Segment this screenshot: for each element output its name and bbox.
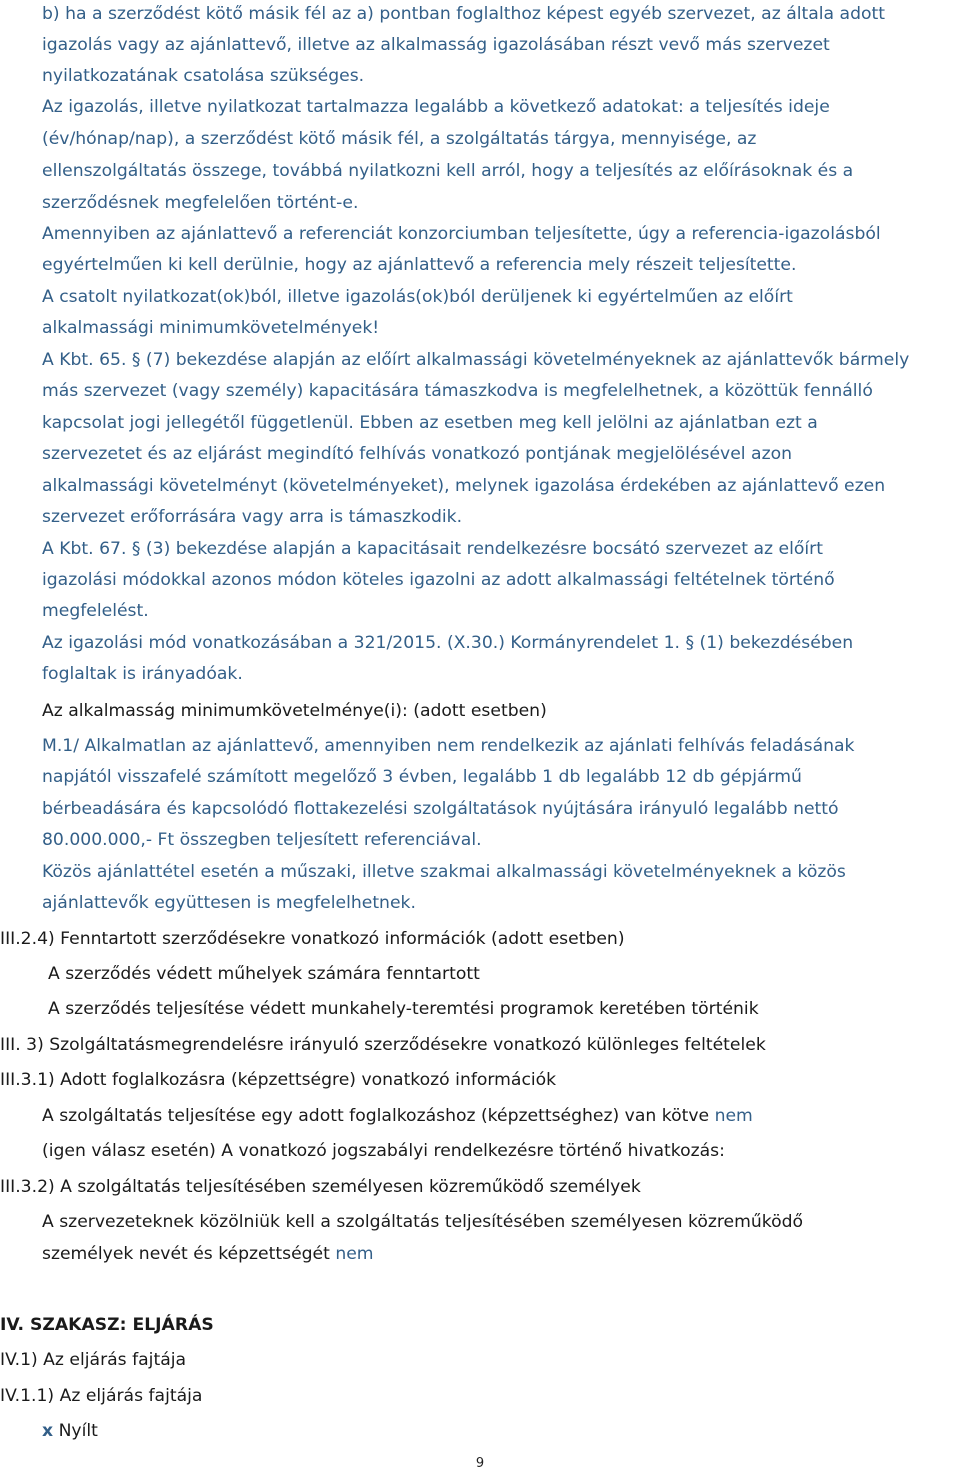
paragraph-kbt65-line-4: szervezetet és az eljárást megindító felhívás vonatkozó pontjának megjelölésével azon (42, 444, 792, 464)
paragraph-igazolas-line-4: szerződésnek megfelelően történt-e. (42, 193, 359, 213)
staff-names-obligation-line-1: A szervezeteknek közölniük kell a szolgáltatás teljesítésében személyesen közreműködő (42, 1212, 804, 1232)
profession-restriction-text: A szolgáltatás teljesítése egy adott foglalkozáshoz (képzettséghez) van kötve (42, 1106, 710, 1126)
paragraph-igazolas-line-1: Az igazolás, illetve nyilatkozat tartalmazza legalább a következő adatokat: a teljesítés ideje (42, 97, 830, 117)
paragraph-konzorcium-line-1: Amennyiben az ajánlattevő a referenciát konzorciumban teljesítette, úgy a referencia-igazolásból (42, 224, 881, 244)
section-iv-1-heading: IV.1) Az eljárás fajtája (0, 1350, 187, 1370)
section-iii-2-4-heading: III.2.4) Fenntartott szerződésekre vonatkozó információk (adott esetben) (0, 929, 625, 949)
paragraph-m1-line-4: 80.000.000,- Ft összegben teljesített referenciával. (42, 830, 482, 850)
paragraph-b-line-3: nyilatkozatának csatolása szükséges. (42, 66, 365, 86)
paragraph-konzorcium-line-2: egyértelműen ki kell derülnie, hogy az ajánlattevő a referencia mely részeit teljesítette. (42, 255, 797, 275)
reserved-sheltered-workshops-line: A szerződés védett műhelyek számára fenntartott (48, 964, 480, 984)
section-iii-3-2-heading: III.3.2) A szolgáltatás teljesítésében személyesen közreműködő személyek (0, 1177, 641, 1197)
paragraph-b-line-2: igazolás vagy az ajánlattevő, illetve az alkalmasság igazolásában részt vevő más szervezet (42, 35, 830, 55)
paragraph-igazolas-line-3: ellenszolgáltatás összege, továbbá nyilatkozni kell arról, hogy a teljesítés az előírásoknak és a (42, 161, 854, 181)
paragraph-kbt65-line-2: más szervezet (vagy személy) kapacitására támaszkodva is megfelelhetnek, a közöttük fennálló (42, 381, 873, 401)
paragraph-kbt67-line-3: megfelelést. (42, 601, 149, 621)
profession-restriction-line (42, 1104, 753, 1128)
staff-names-obligation-answer: nem (335, 1244, 374, 1264)
paragraph-m1-line-1: M.1/ Alkalmatlan az ajánlattevő, amennyiben nem rendelkezik az ajánlati felhívás feladásának (42, 736, 855, 756)
legal-reference-line: (igen válasz esetén) A vonatkozó jogszabályi rendelkezésre történő hivatkozás: (42, 1141, 725, 1161)
staff-names-obligation-line-2 (42, 1242, 374, 1266)
paragraph-m1-line-3: bérbeadására és kapcsolódó flottakezelési szolgáltatások nyújtására irányuló legalább nettó (42, 799, 839, 819)
section-iii-3-1-heading: III.3.1) Adott foglalkozásra (képzettségre) vonatkozó információk (0, 1070, 557, 1090)
minimum-requirements-heading: Az alkalmasság minimumkövetelménye(i): (adott esetben) (42, 701, 547, 721)
section-iii-3-heading: III. 3) Szolgáltatásmegrendelésre irányuló szerződésekre vonatkozó különleges feltételek (0, 1035, 766, 1055)
paragraph-kbt67-line-2: igazolási módokkal azonos módon köteles igazolni az adott alkalmassági feltételnek történő (42, 570, 835, 590)
paragraph-kbt67-line-1: A Kbt. 67. § (3) bekezdése alapján a kapacitásait rendelkezésre bocsátó szervezet az előírt (42, 539, 823, 559)
section-iv-1-1-heading: IV.1.1) Az eljárás fajtája (0, 1386, 203, 1406)
paragraph-kbt65-line-1: A Kbt. 65. § (7) bekezdése alapján az előírt alkalmassági követelményeknek az ajánlattevők bármely (42, 350, 910, 370)
paragraph-b-line-1: b) ha a szerződést kötő másik fél az a) pontban foglalthoz képest egyéb szervezet, az általa adott (42, 4, 885, 24)
paragraph-kormanyrendelet-line-2: foglaltak is irányadóak. (42, 664, 243, 684)
reserved-employment-programmes-line: A szerződés teljesítése védett munkahely-teremtési programok keretében történik (48, 999, 759, 1019)
paragraph-igazolas-line-2: (év/hónap/nap), a szerződést kötő másik fél, a szolgáltatás tárgya, mennyisége, az (42, 129, 757, 149)
paragraph-kozos-line-1: Közös ajánlattétel esetén a műszaki, illetve szakmai alkalmassági követelményeknek a közös (42, 862, 846, 882)
paragraph-kbt65-line-3: kapcsolat jogi jellegétől függetlenül. Ebben az esetben meg kell jelölni az ajánlatban ezt a (42, 413, 818, 433)
paragraph-kozos-line-2: ajánlattevők együttesen is megfelelhetnek. (42, 893, 416, 913)
section-iv-heading: IV. SZAKASZ: ELJÁRÁS (0, 1315, 214, 1335)
paragraph-m1-line-2: napjától visszafelé számított megelőző 3 évben, legalább 1 db legalább 12 db gépjármű (42, 767, 802, 787)
page-number: 9 (475, 1456, 485, 1471)
staff-names-obligation-text: személyek nevét és képzettségét (42, 1244, 330, 1264)
procedure-type-checkmark: x (42, 1421, 54, 1441)
paragraph-kbt65-line-6: szervezet erőforrására vagy arra is támaszkodik. (42, 507, 463, 527)
procedure-type-line (42, 1419, 98, 1443)
procedure-type-value: Nyílt (58, 1421, 98, 1441)
paragraph-csatolt-line-2: alkalmassági minimumkövetelmények! (42, 318, 380, 338)
paragraph-kbt65-line-5: alkalmassági követelményt (követelményeket), melynek igazolása érdekében az ajánlattevő ezen (42, 476, 886, 496)
paragraph-csatolt-line-1: A csatolt nyilatkozat(ok)ból, illetve igazolás(ok)ból derüljenek ki egyértelműen az előírt (42, 287, 793, 307)
paragraph-kormanyrendelet-line-1: Az igazolási mód vonatkozásában a 321/2015. (X.30.) Kormányrendelet 1. § (1) bekezdésében (42, 633, 854, 653)
profession-restriction-answer: nem (714, 1106, 753, 1126)
